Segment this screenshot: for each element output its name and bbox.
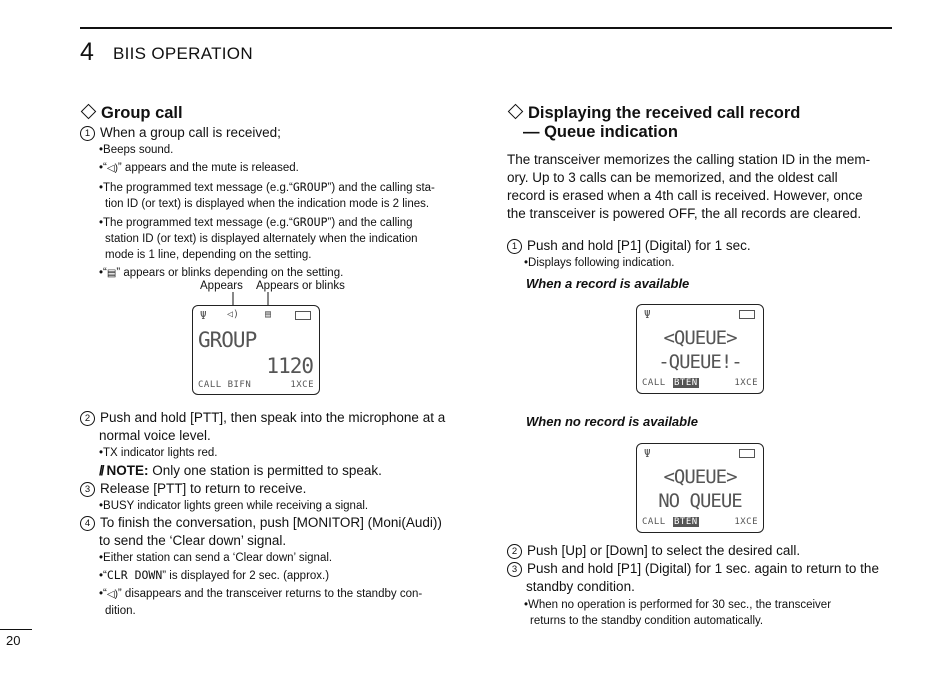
battery-icon [739, 310, 755, 319]
speaker-icon: ◁) [106, 163, 118, 174]
subheading-record-available: When a record is available [526, 276, 690, 291]
queue-heading: Displaying the received call record [507, 104, 892, 123]
antenna-icon: Ψ [644, 447, 651, 460]
circled-number-4: 4 [80, 516, 95, 531]
step-4-cont: to send the ‘Clear down’ signal. [99, 533, 287, 548]
queue-step-1: 1 Push and hold [P1] (Digital) for 1 sec. [507, 237, 892, 255]
lcd-line-1: <QUEUE> [663, 466, 737, 488]
bullet-continuation: dition. [105, 605, 136, 617]
queue-step-2: 2 Push [Up] or [Down] to select the desired call. [507, 542, 892, 560]
lcd-no-record [636, 443, 764, 533]
right-lower [507, 542, 892, 629]
bullet: •BUSY indicator lights green while receiving a signal. [99, 500, 369, 512]
left-lower [80, 409, 466, 619]
lcd-line-1: <QUEUE> [663, 327, 737, 349]
circled-number-3: 3 [507, 562, 522, 577]
footer-rule [0, 629, 32, 630]
bullet-continuation: station ID (or text) is displayed alternately when the indication [105, 233, 418, 245]
bullet-continuation: returns to the standby condition automatically. [530, 615, 764, 627]
lcd-bottom-right: 1XCE [734, 378, 758, 388]
circled-number-1: 1 [507, 239, 522, 254]
lcd-line-2: NO QUEUE [658, 490, 742, 512]
circled-number-3: 3 [80, 482, 95, 497]
lcd-group-call [192, 305, 320, 395]
bullet: •The programmed text message (e.g.“GROUP”) and the calling sta- [99, 180, 435, 194]
diamond-icon [508, 104, 524, 120]
chapter-title: BIIS OPERATION [113, 44, 253, 63]
step-1: 1 When a group call is received; [80, 124, 466, 142]
antenna-icon: Ψ [200, 309, 207, 322]
bullet: •TX indicator lights red. [99, 447, 218, 459]
battery-icon [295, 311, 311, 320]
lcd-bottom-left: CALL [642, 378, 666, 388]
diamond-icon [81, 104, 97, 120]
header-rule [80, 27, 892, 29]
step-2-cont: normal voice level. [99, 428, 211, 443]
circled-number-2: 2 [80, 411, 95, 426]
bullet-continuation: tion ID (or text) is displayed when the indication mode is 2 lines. [105, 198, 430, 210]
lcd-bottom-mid: BTEN [674, 378, 698, 388]
lcd-bottom-left: CALL [642, 517, 666, 527]
digital-icon: ▤ [106, 268, 117, 279]
lcd-bottom-mid: BTEN [674, 517, 698, 527]
left-column [80, 104, 466, 282]
queue-step-3-cont: standby condition. [526, 579, 635, 594]
bullet: •The programmed text message (e.g.“GROUP”) and the calling [99, 215, 413, 229]
antenna-icon: Ψ [644, 308, 651, 321]
speaker-icon: ◁) [106, 589, 118, 600]
step-3: 3 Release [PTT] to return to receive. [80, 480, 466, 498]
queue-subheading: — Queue indication [523, 123, 678, 141]
circled-number-2: 2 [507, 544, 522, 559]
bullet: •“◁)” disappears and the transceiver returns to the standby con- [99, 588, 423, 600]
step-4-bullets [80, 550, 466, 619]
lcd-line-2: 1120 [266, 354, 313, 378]
note: // NOTE: Only one station is permitted to speak. [99, 463, 382, 478]
lcd-bottom-right: 1XCE [734, 517, 758, 527]
bullet: •“CLR DOWN” is displayed for 2 sec. (approx.) [99, 568, 330, 582]
right-column [507, 104, 892, 271]
battery-icon [739, 449, 755, 458]
lcd-record-available [636, 304, 764, 394]
circled-number-1: 1 [80, 126, 95, 141]
page-number: 20 [6, 633, 21, 648]
bullet: •Beeps sound. [99, 144, 174, 156]
chapter-number: 4 [80, 38, 94, 66]
speaker-icon: ◁) [227, 309, 240, 320]
queue-paragraph: The transceiver memorizes the calling station ID in the mem- ory. Up to 3 calls can be memorized, and the oldest call record is erased when a 4th call is received. However, once the transceiver is powered OFF, the all records are cleared. [507, 152, 871, 221]
step-1-bullets [80, 142, 466, 282]
lcd-bottom-left: CALL BIFN [198, 380, 252, 390]
queue-step-3: 3 Push and hold [P1] (Digital) for 1 sec. again to return to the [507, 560, 892, 578]
label-appears: Appears [200, 280, 243, 292]
subheading-no-record: When no record is available [526, 414, 698, 429]
group-call-heading: Group call [80, 104, 466, 123]
note-icon: // [99, 463, 103, 478]
bullet: •Displays following indication. [524, 257, 675, 269]
lcd-line-1: GROUP [198, 328, 257, 352]
digital-icon: ▤ [265, 309, 272, 320]
bullet: •Either station can send a ‘Clear down’ signal. [99, 552, 333, 564]
bullet: •When no operation is performed for 30 sec., the transceiver [524, 599, 832, 611]
step-4: 4 To finish the conversation, push [MONITOR] (Moni(Audi)) [80, 514, 466, 532]
lcd-line-2: -QUEUE!- [658, 351, 742, 373]
label-appears-or-blinks: Appears or blinks [256, 280, 345, 292]
step-2: 2 Push and hold [PTT], then speak into the microphone at a [80, 409, 466, 427]
bullet-continuation: mode is 1 line, depending on the setting. [105, 249, 312, 261]
lcd-bottom-right: 1XCE [290, 380, 314, 390]
bullet: •“◁)” appears and the mute is released. [99, 162, 299, 174]
bullet: •“▤” appears or blinks depending on the setting. [99, 267, 344, 279]
